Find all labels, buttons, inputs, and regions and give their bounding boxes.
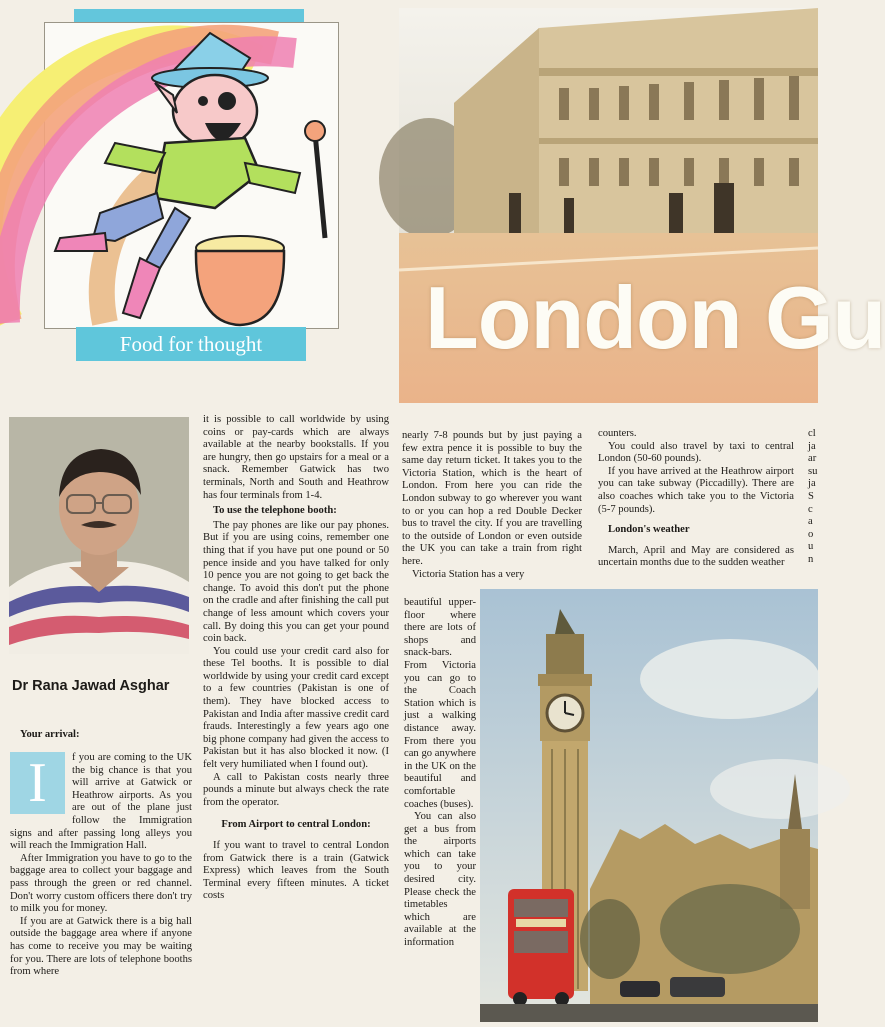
paragraph: After Immigration you have to go to the baggage area to collect your baggage and pass through the green or red channel. Don't worry custom officers there don't try to milk you for money. <box>10 852 192 915</box>
paragraph: You could use your credit card also for these Tel booths. It is possible to dial worldwide by using your credit card except to a few countries (Pakistan is one of them). They have blocked access to Pakistan and India after massive credit card frauds. Interestingly a few years ago one big phone company had given the access to Pakistan but it has also blocked it now. (I felt very humiliated when I found out). <box>203 645 389 771</box>
author-photo <box>9 417 189 654</box>
column-5-line: ja <box>808 478 816 490</box>
paragraph: it is possible to call worldwide by using coins or pay-cards which are always available at the nearby bookstalls. If you are hungry, then go upstairs for a meal or a snack. Remember Gatwick has two terminals, North and South and Heathrow has four terminals from 1-4. <box>203 414 389 501</box>
hero-title: London Gu <box>425 268 885 367</box>
paragraph: If you are at Gatwick there is a big hall outside the baggage area where if anyone has come to receive you may be waiting for you. There are lots of telephone booths from where <box>10 915 192 978</box>
drop-cap: I <box>10 752 65 814</box>
section-caption: Food for thought <box>76 327 306 361</box>
author-name: Dr Rana Jawad Asghar <box>12 678 170 694</box>
paragraph: If you have arrived at the Heathrow airport you can take subway (Piccadilly). There are also coaches which take you to the Victoria (5-7 pounds). <box>598 465 794 515</box>
paragraph: A call to Pakistan costs nearly three pounds a minute but always check the rate from the operator. <box>203 771 389 808</box>
paragraph: March, April and May are considered as uncertain months due to the sudden weather <box>598 544 794 569</box>
section-heading-airport: From Airport to central London: <box>221 819 371 831</box>
paragraph: counters. <box>598 428 637 439</box>
column-5-line: ja <box>808 440 816 452</box>
column-5-line: c <box>808 503 813 515</box>
column-1-body <box>10 752 192 979</box>
column-1 <box>10 726 192 744</box>
section-heading-telephone: To use the telephone booth: <box>213 505 337 517</box>
column-5-line: a <box>808 516 813 528</box>
column-5-line: cl <box>808 428 816 439</box>
column-5-line: u <box>808 541 814 553</box>
column-4 <box>598 428 794 570</box>
column-2 <box>203 414 389 903</box>
column-5-line: n <box>808 553 814 565</box>
paragraph: You can also get a bus from the airports which can take you to your desired city. Please check the timetables which are available at the information <box>404 811 476 949</box>
section-heading-weather: London's weather <box>608 524 690 536</box>
paragraph: nearly 7-8 pounds but by just paying a few extra pence it is possible to buy the same day return ticket. It takes you to the Victoria Station, which is the heart of London. From here you can ride the London subway to go wherever you want to or you can hop a red Double Decker bus to travel the city. If you are travelling to the outside of London or even outside the UK you can take a train from right here. <box>402 430 582 567</box>
section-heading-arrival: Your arrival: <box>20 729 80 740</box>
big-ben-photo <box>480 589 818 1022</box>
paragraph: The pay phones are like our pay phones. But if you are using coins, remember one thing that if you have put one pound or 50 pence inside and you have talked for only 10 pence you are not going to get back the change. To avoid this don't put the phone on the cradle and after finishing the call put change of less amount which covers your call. By doing this you can get your pound coin back. <box>203 519 389 645</box>
column-5-fragment <box>808 428 818 567</box>
column-3 <box>402 430 582 581</box>
paragraph: If you want to travel to central London from Gatwick there is a train (Gatwick Express) which leaves from the South Terminal every fifteen minutes. A ticket costs <box>203 840 389 902</box>
column-5-line: S <box>808 490 814 502</box>
column-5-line: su <box>808 465 818 477</box>
paragraph: beautiful upper-floor where there are lots of shops and snack-bars. From Victoria you can go to the Coach Station which is just a walking distance away. From there you can go anywhere in the UK on the beautiful and comfortable coaches (buses). <box>404 597 476 810</box>
paragraph: Victoria Station has a very <box>412 568 525 580</box>
paragraph: f you are coming to the UK the big chance is that you will arrive at Gatwick or Heathrow airports. As you are out of the plane just follow the Immigration signs and after passing long alleys you will reach the Immigration Hall. <box>10 752 192 852</box>
column-5-line: ar <box>808 453 817 465</box>
leprechaun-cartoon <box>44 22 339 329</box>
paragraph: You could also travel by taxi to central London (50-60 pounds). <box>598 440 794 465</box>
column-5-line: o <box>808 528 814 540</box>
column-3-narrow <box>404 597 476 950</box>
